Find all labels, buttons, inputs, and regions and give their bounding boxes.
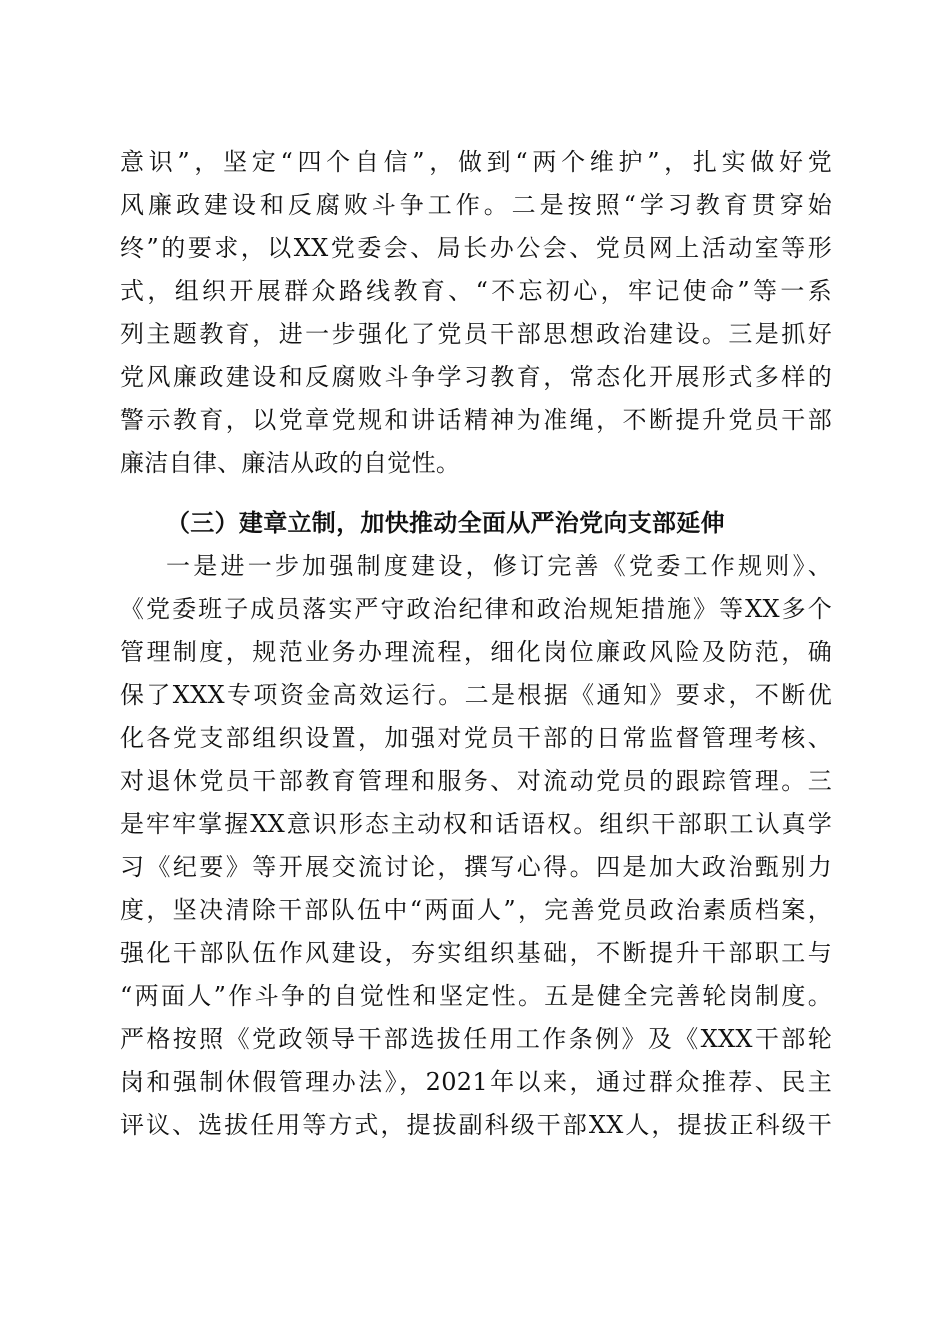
paragraph-line: 意识”，坚定“四个自信”，做到“两个维护”，扎实做好党 (120, 148, 832, 176)
paragraph-line: 岗和强制休假管理办法》，2021年以来，通过群众推荐、民主 (120, 1068, 832, 1096)
paragraph-line: 列主题教育，进一步强化了党员干部思想政治建设。三是抓好 (120, 320, 832, 348)
paragraph-line: 是牢牢掌握XX意识形态主动权和话语权。组织干部职工认真学 (120, 810, 832, 838)
paragraph-line: 党风廉政建设和反腐败斗争学习教育，常态化开展形式多样的 (120, 363, 832, 391)
paragraph-line: 管理制度，规范业务办理流程，细化岗位廉政风险及防范，确 (120, 638, 832, 666)
paragraph-line: 一是进一步加强制度建设，修订完善《党委工作规则》、 (166, 552, 832, 580)
paragraph-line: 式，组织开展群众路线教育、“不忘初心，牢记使命”等一系 (120, 277, 832, 305)
paragraph-line: 警示教育，以党章党规和讲话精神为准绳，不断提升党员干部 (120, 406, 832, 434)
paragraph-line: 度，坚决清除干部队伍中“两面人”，完善党员政治素质档案， (120, 896, 832, 924)
paragraph-line: “两面人”作斗争的自觉性和坚定性。五是健全完善轮岗制度。 (120, 982, 832, 1010)
paragraph-line: 习《纪要》等开展交流讨论，撰写心得。四是加大政治甄别力 (120, 853, 832, 881)
paragraph-line: 保了XXX专项资金高效运行。二是根据《通知》要求，不断优 (120, 681, 832, 709)
paragraph-line: 评议、选拔任用等方式，提拔副科级干部XX人，提拔正科级干 (120, 1111, 832, 1139)
paragraph-line: 风廉政建设和反腐败斗争工作。二是按照“学习教育贯穿始 (120, 191, 832, 219)
paragraph-line: 廉洁自律、廉洁从政的自觉性。 (120, 449, 461, 477)
paragraph-line: 严格按照《党政领导干部选拔任用工作条例》及《XXX干部轮 (120, 1025, 832, 1053)
paragraph-line: 化各党支部组织设置，加强对党员干部的日常监督管理考核、 (120, 724, 832, 752)
section-heading: （三）建章立制，加快推动全面从严治党向支部延伸 (166, 509, 725, 537)
paragraph-line: 对退休党员干部教育管理和服务、对流动党员的跟踪管理。三 (120, 767, 832, 795)
paragraph-line: 《党委班子成员落实严守政治纪律和政治规矩措施》等XX多个 (120, 595, 832, 623)
paragraph-line: 终”的要求，以XX党委会、局长办公会、党员网上活动室等形 (120, 234, 832, 262)
paragraph-line: 强化干部队伍作风建设，夯实组织基础，不断提升干部职工与 (120, 939, 832, 967)
